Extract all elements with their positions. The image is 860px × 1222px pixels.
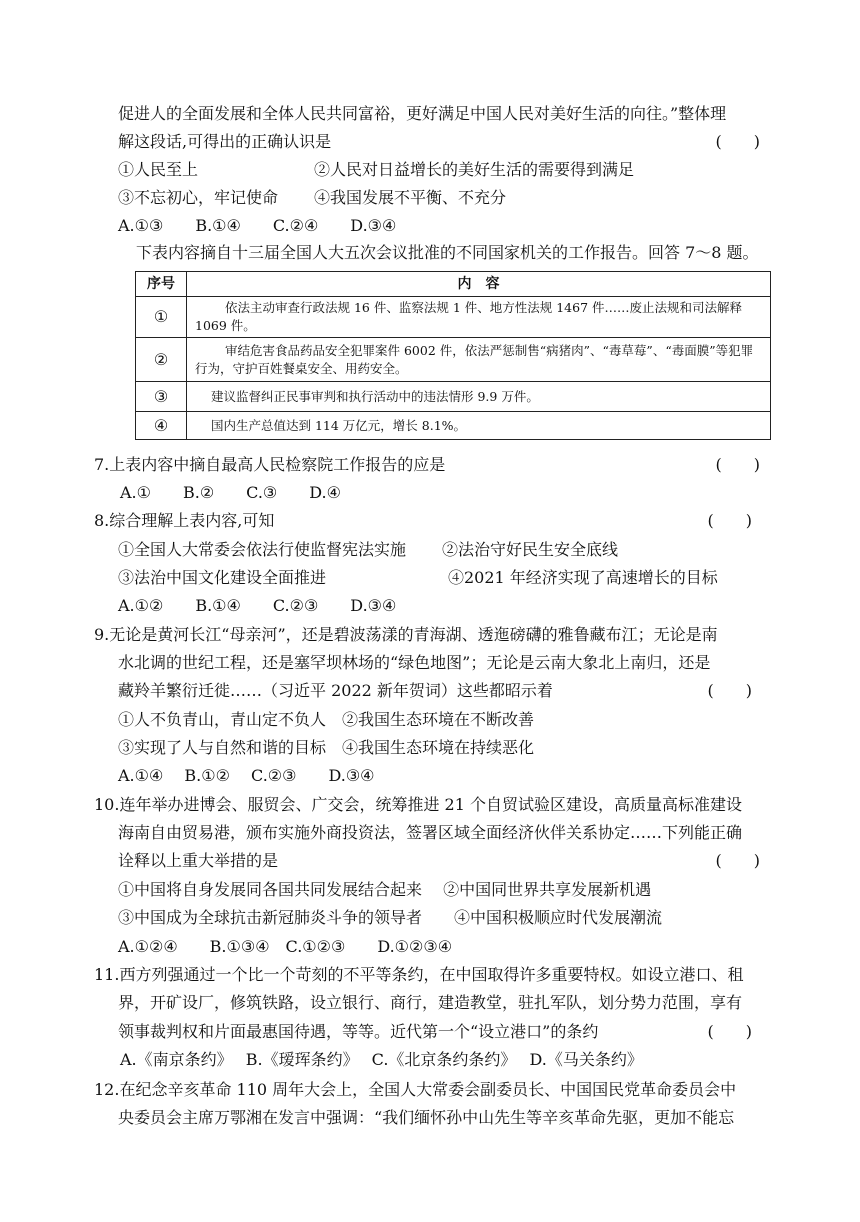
q6-option-4: ④我国发展不平衡、不充分 <box>314 188 507 207</box>
q10-stem-line-3: 诠释以上重大举措的是 <box>118 851 279 870</box>
q8-option-2: ②法治守好民生安全底线 <box>442 540 619 559</box>
table-row-1-no: ① <box>136 297 187 338</box>
q8-choices: A.①② B.①④ C.②③ D.③④ <box>118 596 397 615</box>
q6-option-2: ②人民对日益增长的美好生活的需要得到满足 <box>314 160 635 179</box>
q10-stem-line-2: 海南自由贸易港，颁布实施外商投资法，签署区域全面经济伙伴关系协定……下列能正确 <box>118 823 743 842</box>
q11-stem-line-1: 11.西方列强通过一个比一个苛刻的不平等条约，在中国取得许多重要特权。如设立港口、租 <box>94 965 744 984</box>
table-row-1-text: 依法主动审查行政法规 16 件、监察法规 1 件、地方性法规 1467 件……废止法规和司法解释 1069 件。 <box>187 297 771 338</box>
q8-option-4: ④2021 年经济实现了高速增长的目标 <box>448 568 718 587</box>
q11-choices: A.《南京条约》 B.《瑷珲条约》 C.《北京条约条约》 D.《马关条约》 <box>120 1050 643 1069</box>
q9-stem-line-3: 藏羚羊繁衍迁徙……（习近平 2022 新年贺词）这些都昭示着 <box>118 681 553 700</box>
q12-stem-line-2: 央委员会主席万鄂湘在发言中强调：“我们缅怀孙中山先生等辛亥革命先驱，更加不能忘 <box>118 1108 735 1127</box>
q9-answer-blank: ( ) <box>707 681 752 700</box>
q9-options-1-2: ①人不负青山，青山定不负人 ②我国生态环境在不断改善 <box>118 710 535 729</box>
q6-choices: A.①③ B.①④ C.②④ D.③④ <box>118 216 397 235</box>
table-row-2-no: ② <box>136 338 187 382</box>
q7-choices: A.① B.② C.③ D.④ <box>120 483 341 502</box>
q10-choices: A.①②④ B.①③④ C.①②③ D.①②③④ <box>118 937 453 956</box>
q7-stem: 7.上表内容中摘自最高人民检察院工作报告的应是 <box>94 455 446 474</box>
q9-options-3-4: ③实现了人与自然和谐的目标 ④我国生态环境在持续恶化 <box>118 738 535 757</box>
table-row-4-no: ④ <box>136 412 187 440</box>
q11-stem-line-2: 界，开矿设厂，修筑铁路，设立银行、商行，建造教堂，驻扎军队，划分势力范围，享有 <box>118 993 743 1012</box>
table-row-3-text: 建议监督纠正民事审判和执行活动中的违法情形 9.9 万件。 <box>187 382 771 412</box>
table-header-no: 序号 <box>136 272 187 297</box>
q9-stem-line-2: 水北调的世纪工程，还是塞罕坝林场的“绿色地图”；无论是云南大象北上南归，还是 <box>118 653 711 672</box>
table-row-3-no: ③ <box>136 382 187 412</box>
q11-answer-blank: ( ) <box>707 1022 752 1041</box>
q6-option-3: ③不忘初心，牢记使命 <box>118 188 279 207</box>
table-row-2-text: 审结危害食品药品安全犯罪案件 6002 件，依法严惩制售“病猪肉”、“毒草莓”、“毒面膜”等犯罪行为，守护百姓餐桌安全、用药安全。 <box>187 338 771 382</box>
q6-answer-blank: ( ) <box>715 132 760 151</box>
q10-answer-blank: ( ) <box>715 851 760 870</box>
table-header-content: 内 容 <box>187 272 771 297</box>
q8-answer-blank: ( ) <box>707 511 752 530</box>
q9-choices: A.①④ B.①② C.②③ D.③④ <box>118 766 375 785</box>
q6-option-1: ①人民至上 <box>118 160 199 179</box>
q10-options-1-2: ①中国将自身发展同各国共同发展结合起来 ②中国同世界共享发展新机遇 <box>118 880 652 899</box>
q9-stem-line-1: 9.无论是黄河长江“母亲河”，还是碧波荡漾的青海湖、透迤磅礴的雅鲁藏布江；无论是南 <box>94 625 718 644</box>
q6-stem-line-2: 解这段话,可得出的正确认识是 <box>118 132 332 151</box>
q8-option-1: ①全国人大常委会依法行使监督宪法实施 <box>118 540 407 559</box>
q11-stem-line-3: 领事裁判权和片面最惠国待遇，等等。近代第一个“设立港口”的条约 <box>118 1022 599 1041</box>
q6-stem-line-1: 促进人的全面发展和全体人民共同富裕，更好满足中国人民对美好生活的向往。”整体理 <box>118 104 727 123</box>
table-intro: 下表内容摘自十三届全国人大五次会议批准的不同国家机关的工作报告。回答 7～8 题。 <box>136 243 759 262</box>
q10-stem-line-1: 10.连年举办进博会、服贸会、广交会，统筹推进 21 个自贸试验区建设，高质量高标准建设 <box>94 795 742 814</box>
q7-answer-blank: ( ) <box>715 455 760 474</box>
table-row-4-text: 国内生产总值达到 114 万亿元，增长 8.1%。 <box>187 412 771 440</box>
q8-option-3: ③法治中国文化建设全面推进 <box>118 568 327 587</box>
report-table <box>135 271 771 440</box>
q12-stem-line-1: 12.在纪念辛亥革命 110 周年大会上，全国人大常委会副委员长、中国国民党革命委员会中 <box>94 1080 737 1099</box>
q8-stem: 8.综合理解上表内容,可知 <box>94 511 275 530</box>
q10-options-3-4: ③中国成为全球抗击新冠肺炎斗争的领导者 ④中国积极顺应时代发展潮流 <box>118 908 663 927</box>
